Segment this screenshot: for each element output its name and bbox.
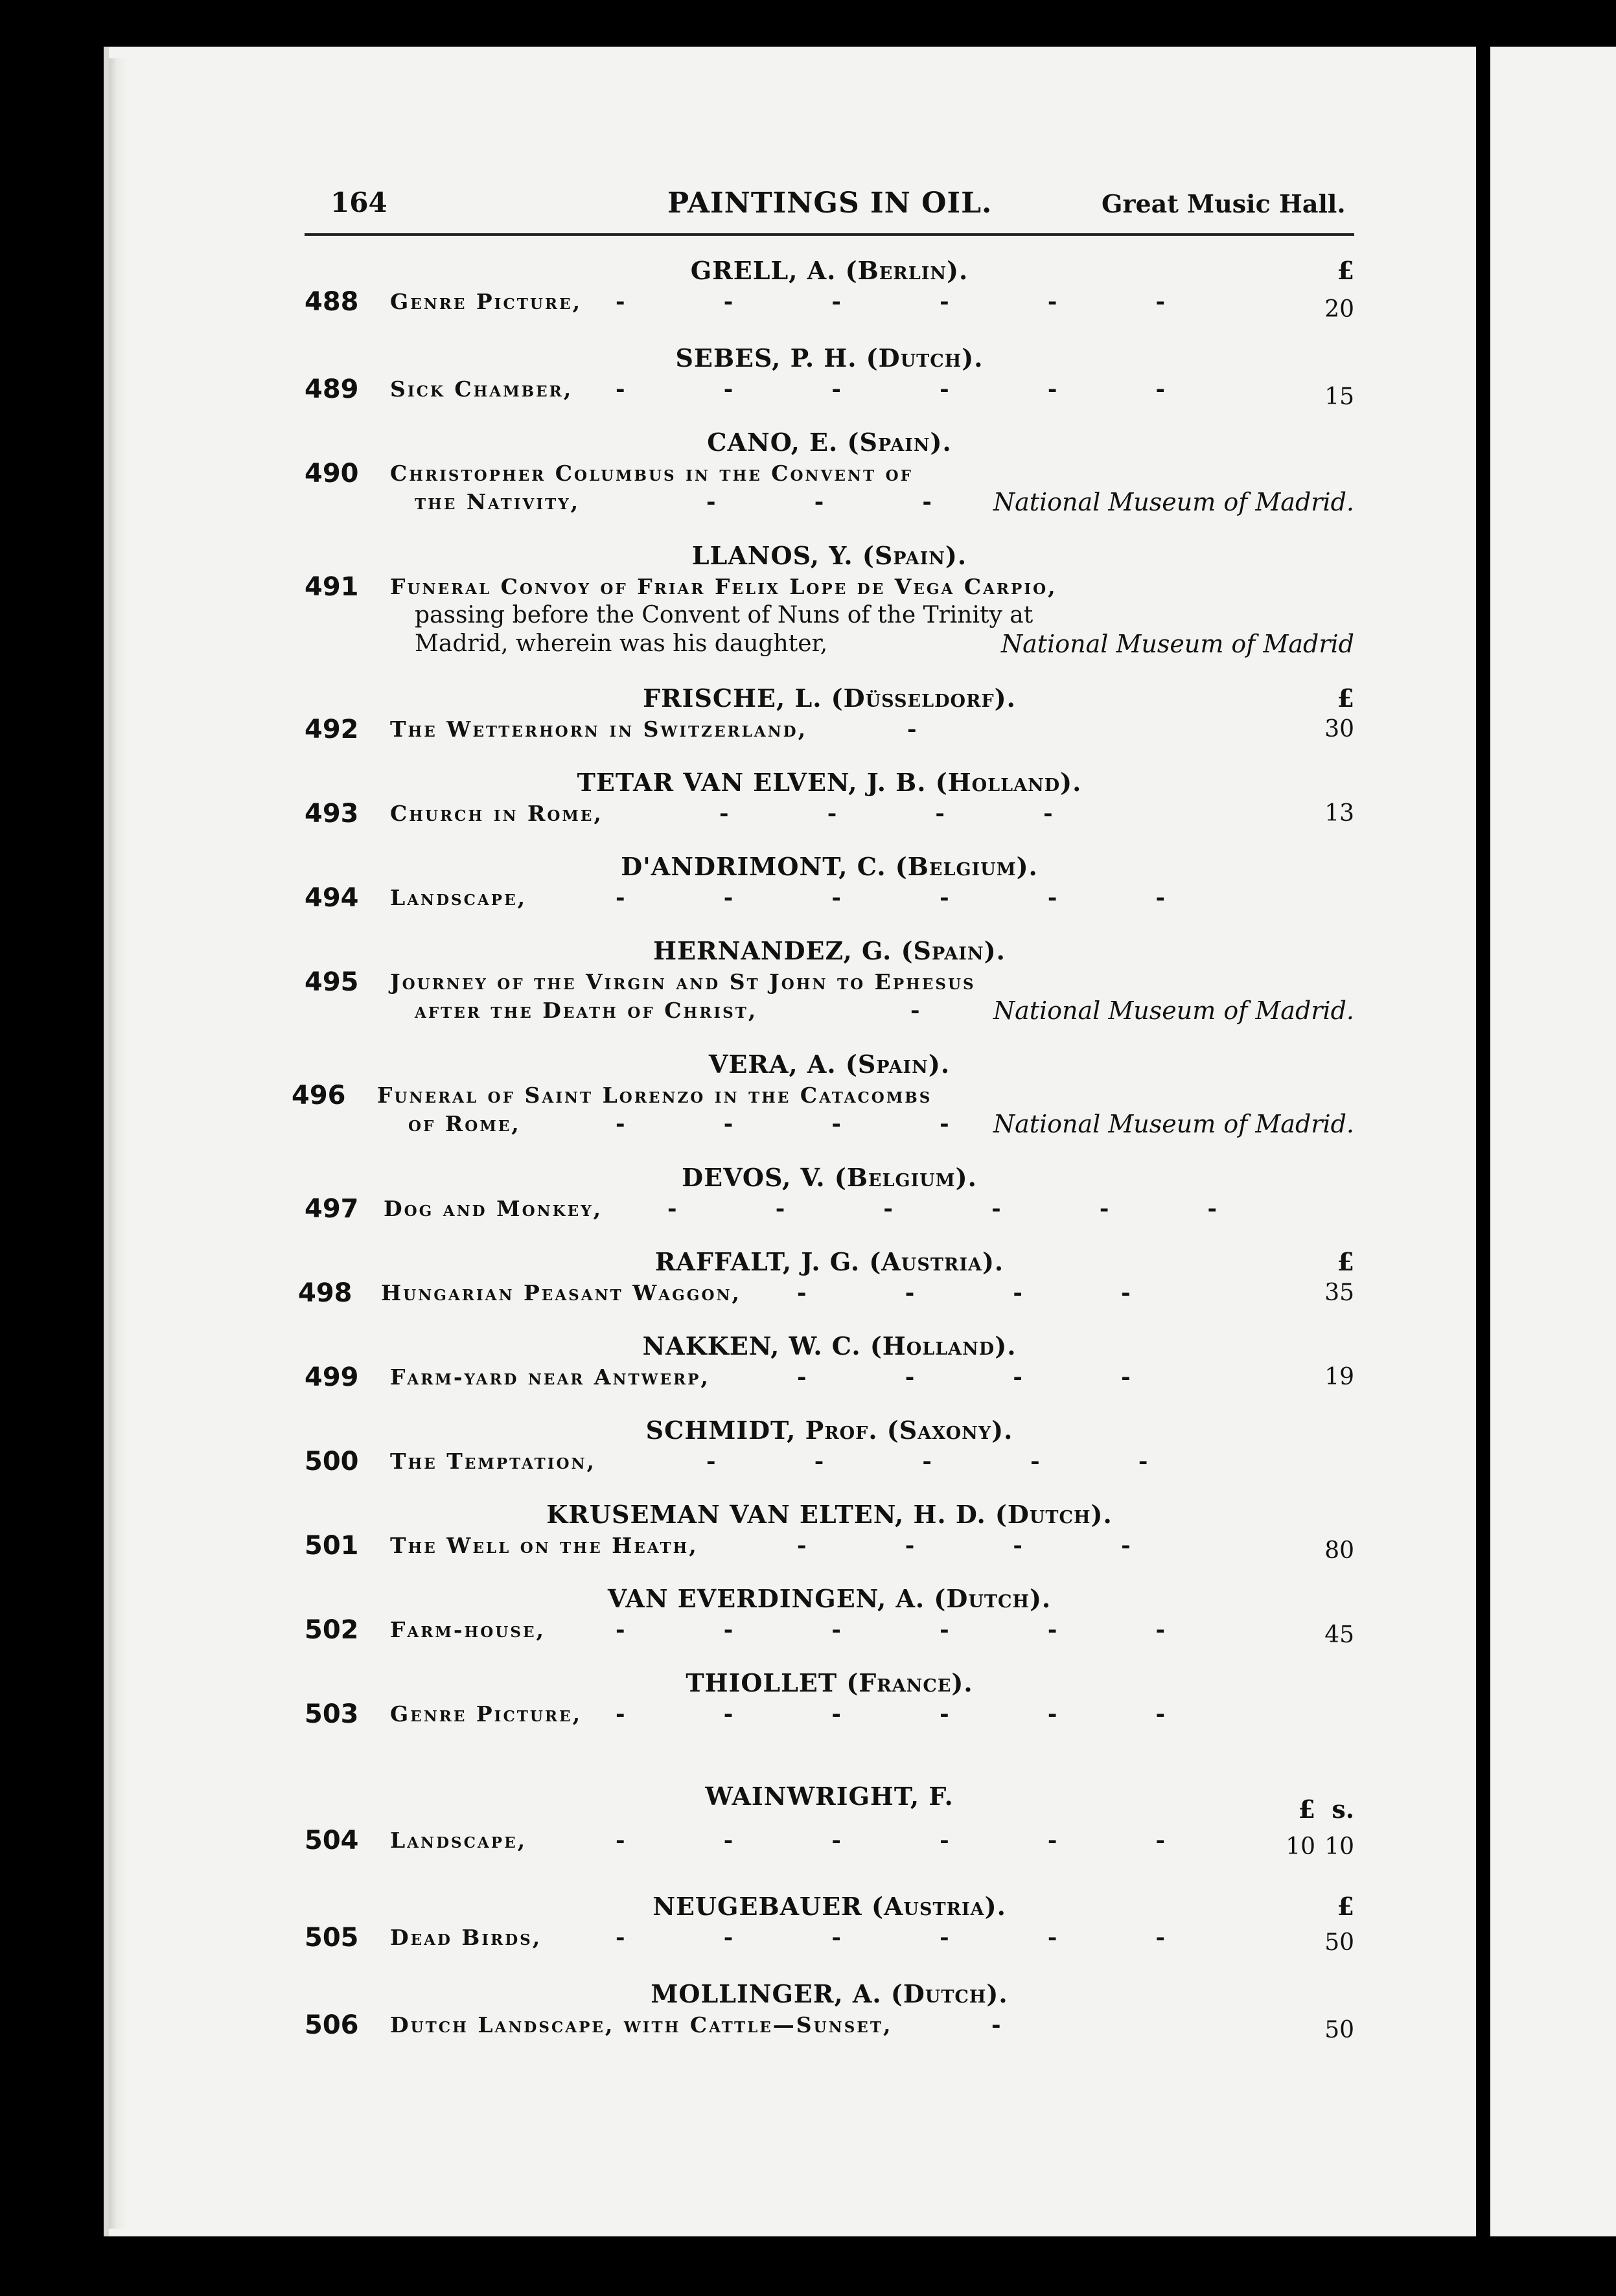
artist-name: DEVOS, V. (Belgium).: [682, 1163, 977, 1192]
painting-title: Genre Picture,: [390, 289, 583, 314]
running-head-location: Great Music Hall.: [1102, 189, 1346, 218]
page-title: PAINTINGS IN OIL.: [667, 187, 993, 220]
price-shillings: 10: [1324, 1833, 1354, 1860]
price: 80: [1324, 1537, 1354, 1564]
painting-title: Genre Picture,: [390, 1701, 583, 1727]
entry-number: 489: [305, 374, 359, 404]
leader-dots: - - - -: [616, 1110, 995, 1137]
painting-title: Hungarian Peasant Waggon,: [381, 1280, 741, 1305]
leader-dots: - - - - - -: [616, 884, 1211, 911]
owner-location: National Museum of Madrid.: [993, 488, 1354, 516]
entry-number: 505: [305, 1923, 359, 1953]
painting-title: Dog and Monkey,: [384, 1196, 603, 1221]
entry-number: 506: [305, 2010, 359, 2040]
artist-name: GRELL, A. (Berlin).: [690, 256, 969, 285]
painting-title: Journey of the Virgin and St John to Ephesus: [390, 969, 976, 994]
painting-title: Farm-house,: [390, 1617, 546, 1642]
price: 35: [1324, 1280, 1354, 1306]
painting-title-line-2: passing before the Convent of Nuns of the Trinity at: [415, 602, 1033, 628]
entry-number: 488: [305, 287, 359, 317]
painting-title: Landscape,: [390, 1828, 527, 1853]
entry-number: 504: [305, 1826, 359, 1855]
artist-name: FRISCHE, L. (Düsseldorf).: [643, 683, 1016, 713]
price: 19: [1324, 1364, 1354, 1390]
entry-number: 498: [298, 1278, 352, 1308]
owner-location: National Museum of Madrid.: [993, 996, 1354, 1025]
painting-title-line-3: Madrid, wherein was his daughter,: [415, 630, 828, 657]
price: 50: [1324, 2017, 1354, 2043]
facing-page-edge: [1490, 47, 1616, 2236]
painting-title-continued: after the Death of Christ,: [415, 998, 758, 1023]
painting-title: The Temptation,: [390, 1449, 597, 1474]
currency-heading: £: [1337, 683, 1354, 713]
entry-number: 490: [305, 459, 359, 488]
entry-number: 500: [305, 1447, 359, 1476]
artist-name: D'ANDRIMONT, C. (Belgium).: [621, 852, 1038, 881]
painting-title: Funeral of Saint Lorenzo in the Catacombs: [377, 1083, 932, 1108]
painting-title: Church in Rome,: [390, 801, 603, 826]
leader-dots: - - - - - -: [616, 1701, 1211, 1727]
entry-number: 502: [305, 1615, 359, 1645]
artist-name: CANO, E. (Spain).: [707, 428, 952, 457]
currency-heading: £: [1337, 1892, 1354, 1921]
entry-number: 495: [305, 967, 359, 997]
header-rule: [305, 233, 1354, 236]
page-header: [305, 187, 1354, 233]
page-number: 164: [330, 187, 387, 218]
painting-title: Christopher Columbus in the Convent of: [390, 461, 913, 486]
painting-title: Dutch Landscape, with Cattle—Sunset,: [390, 2012, 893, 2038]
leader-dots: - - - - - -: [616, 1827, 1211, 1854]
currency-heading: £: [1337, 256, 1354, 285]
price: 15: [1324, 384, 1354, 410]
entry-number: 492: [305, 715, 359, 744]
leader-dots: - - - - - -: [616, 1924, 1211, 1951]
owner-location: National Museum of Madrid.: [993, 1110, 1354, 1138]
leader-dots: -: [910, 997, 965, 1024]
leader-dots: - - - - - -: [616, 376, 1211, 402]
painting-title: Funeral Convoy of Friar Felix Lope de Vega Carpio,: [390, 574, 1057, 599]
leader-dots: - - - -: [797, 1280, 1176, 1306]
entry-number: 503: [305, 1699, 359, 1729]
leader-dots: - - - - - -: [616, 288, 1211, 315]
artist-name: TETAR VAN ELVEN, J. B. (Holland).: [577, 768, 1082, 797]
price: 20: [1324, 296, 1354, 323]
leader-dots: - - - -: [719, 800, 1098, 827]
entry-number: 497: [305, 1194, 359, 1224]
currency-heading-pounds: £: [1298, 1795, 1315, 1824]
painting-title: Sick Chamber,: [390, 376, 573, 402]
painting-title-continued: of Rome,: [408, 1111, 521, 1136]
painting-title: Farm-yard near Antwerp,: [390, 1364, 710, 1390]
entry-number: 493: [305, 799, 359, 829]
leader-dots: - - - -: [797, 1532, 1176, 1559]
artist-name: VAN EVERDINGEN, A. (Dutch).: [607, 1584, 1052, 1613]
artist-name: WAINWRIGHT, F.: [705, 1782, 954, 1811]
painting-title: The Wetterhorn in Switzerland,: [390, 717, 808, 742]
leader-dots: - - - - -: [706, 1448, 1194, 1475]
price: 45: [1324, 1622, 1354, 1648]
leader-dots: -: [991, 2012, 1046, 2038]
page-binding-edge: [109, 58, 128, 2229]
leader-dots: - - - - - -: [667, 1195, 1263, 1222]
entry-number: 494: [305, 883, 359, 913]
painting-title: The Well on the Heath,: [390, 1533, 698, 1558]
entry-number: 499: [305, 1362, 359, 1392]
price: 30: [1324, 716, 1354, 742]
artist-name: HERNANDEZ, G. (Spain).: [653, 936, 1006, 965]
artist-name: SCHMIDT, Prof. (Saxony).: [645, 1416, 1013, 1445]
leader-dots: -: [907, 716, 962, 742]
currency-heading: £: [1337, 1247, 1354, 1276]
entry-number: 496: [292, 1081, 346, 1110]
price: 13: [1324, 800, 1354, 827]
owner-location: National Museum of Madrid: [1000, 630, 1354, 658]
currency-heading-shillings: s.: [1332, 1795, 1354, 1824]
artist-name: NEUGEBAUER (Austria).: [652, 1892, 1006, 1921]
artist-name: MOLLINGER, A. (Dutch).: [651, 1979, 1008, 2008]
price-pounds: 10: [1286, 1833, 1315, 1860]
artist-name: VERA, A. (Spain).: [708, 1050, 951, 1079]
leader-dots: - - - - - -: [616, 1616, 1211, 1643]
leader-dots: - - -: [706, 488, 977, 515]
entry-number: 501: [305, 1531, 359, 1561]
painting-title-continued: the Nativity,: [415, 489, 581, 514]
painting-title: Landscape,: [390, 885, 527, 910]
leader-dots: - - - -: [797, 1364, 1176, 1390]
artist-name: RAFFALT, J. G. (Austria).: [654, 1247, 1004, 1276]
artist-name: NAKKEN, W. C. (Holland).: [642, 1331, 1017, 1360]
artist-name: LLANOS, Y. (Spain).: [691, 541, 967, 570]
artist-name: SEBES, P. H. (Dutch).: [675, 343, 984, 373]
entry-number: 491: [305, 572, 359, 602]
painting-title: Dead Birds,: [390, 1925, 542, 1950]
artist-name: THIOLLET (France).: [686, 1668, 973, 1697]
price: 50: [1324, 1929, 1354, 1956]
artist-name: KRUSEMAN VAN ELTEN, H. D. (Dutch).: [546, 1500, 1113, 1529]
